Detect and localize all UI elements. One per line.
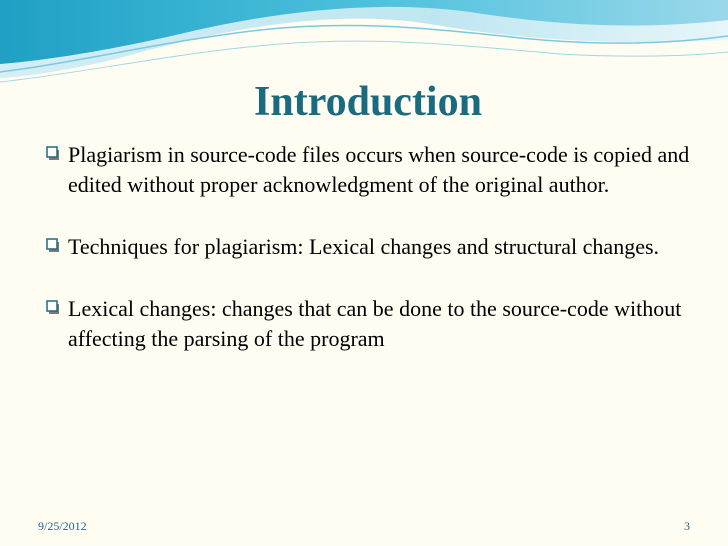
bullet-text: Plagiarism in source-code files occurs when source-code is copied and edited without proper acknowledgment of the original author. xyxy=(68,142,690,197)
footer-date: 9/25/2012 xyxy=(38,519,87,533)
list-item xyxy=(44,294,704,354)
checkbox-square-icon xyxy=(46,300,60,315)
page-number: 3 xyxy=(684,519,690,533)
list-item xyxy=(44,232,704,262)
checkbox-square-icon xyxy=(46,238,60,253)
bullet-text: Lexical changes: changes that can be done to the source-code without affecting the parsing of the program xyxy=(68,296,682,351)
slide-title: Introduction xyxy=(254,79,482,125)
bullet-text: Techniques for plagiarism: Lexical changes and structural changes. xyxy=(68,234,660,259)
bullet-list xyxy=(44,140,704,386)
list-item xyxy=(44,140,704,200)
checkbox-square-icon xyxy=(46,146,60,161)
